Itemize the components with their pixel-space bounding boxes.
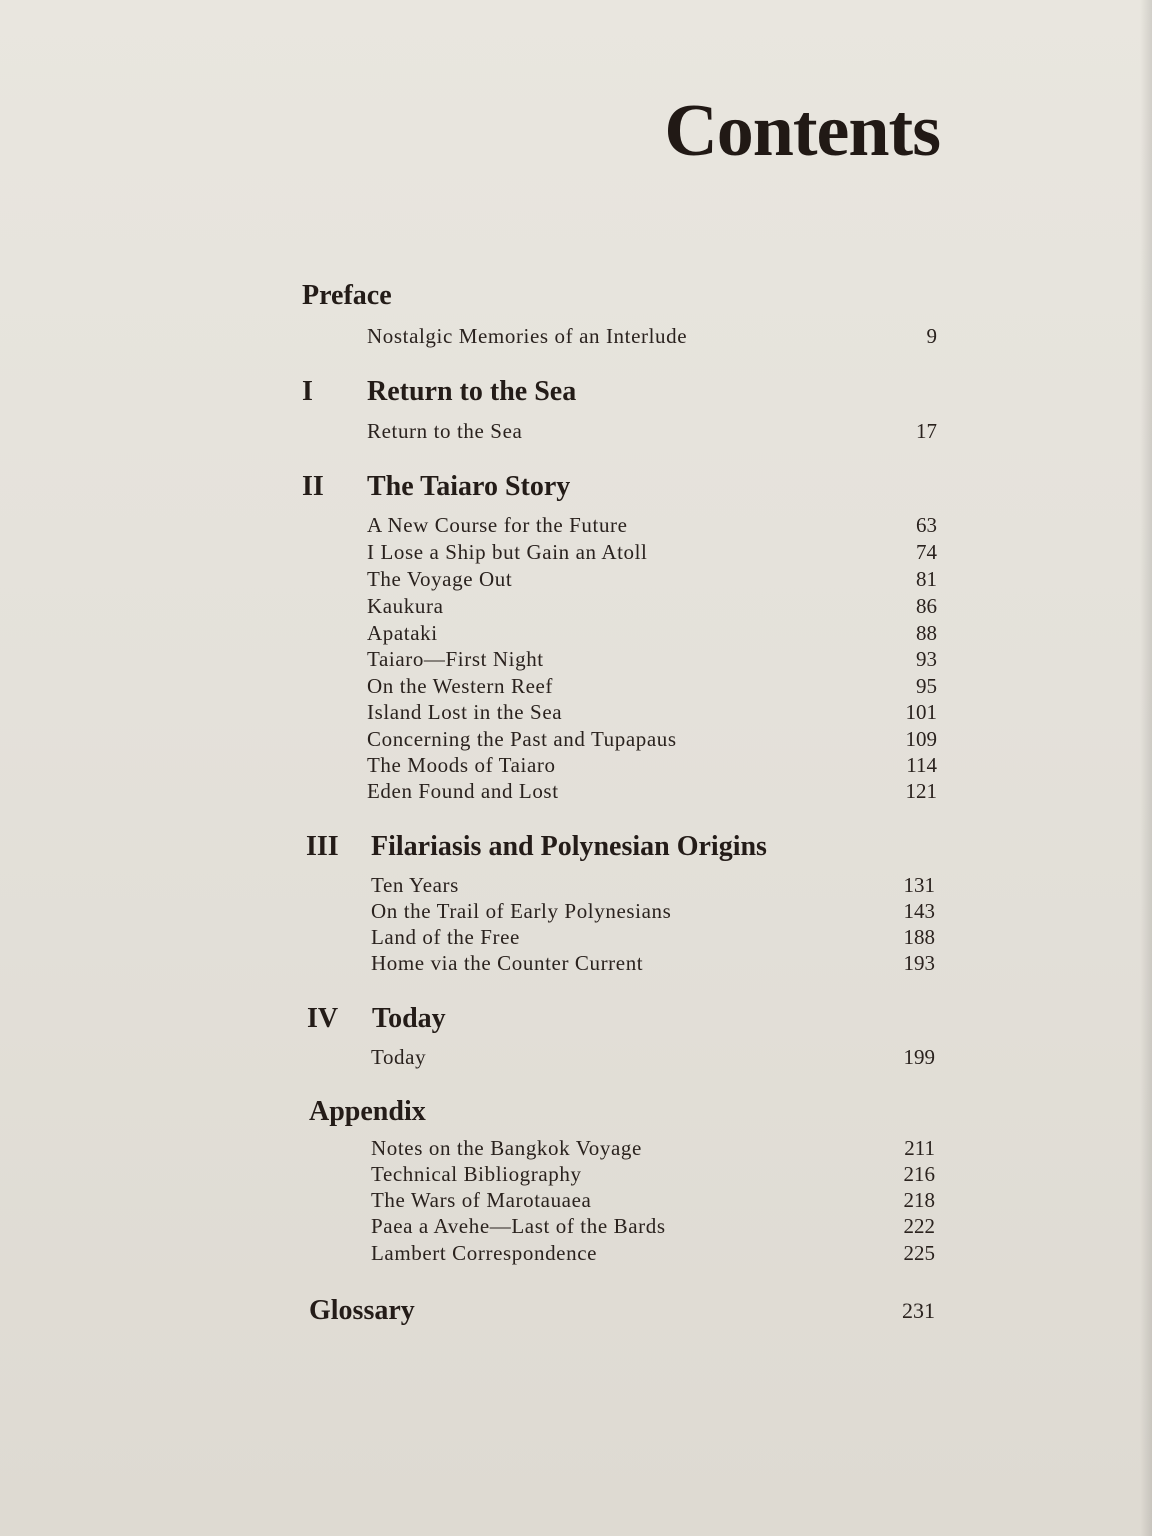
section-title: Glossary bbox=[309, 1295, 415, 1326]
entry-page-number: 222 bbox=[903, 1214, 935, 1238]
entry-title: A New Course for the Future bbox=[367, 513, 628, 537]
entry-page-number: 63 bbox=[916, 513, 937, 537]
entry-title: On the Trail of Early Polynesians bbox=[371, 899, 672, 923]
toc-entry bbox=[371, 1240, 935, 1266]
section-heading-glossary bbox=[309, 1294, 935, 1328]
section-title: Preface bbox=[302, 280, 392, 311]
entry-page-number: 17 bbox=[916, 419, 937, 443]
toc-entry bbox=[367, 323, 937, 349]
toc-entry bbox=[367, 673, 937, 699]
page-edge-shadow bbox=[1140, 0, 1152, 1536]
toc-entry bbox=[367, 778, 937, 804]
toc-entry bbox=[371, 1161, 935, 1187]
entry-page-number: 93 bbox=[916, 647, 937, 671]
entry-title: Paea a Avehe—Last of the Bards bbox=[371, 1214, 666, 1238]
entry-title: I Lose a Ship but Gain an Atoll bbox=[367, 540, 648, 564]
section-heading-part-3 bbox=[306, 830, 946, 864]
section-title: Today bbox=[372, 1003, 446, 1034]
section-heading-preface bbox=[302, 279, 942, 313]
section-numeral: II bbox=[302, 471, 324, 502]
toc-entry bbox=[367, 646, 937, 672]
entry-title: Eden Found and Lost bbox=[367, 779, 559, 803]
entry-page-number: 81 bbox=[916, 567, 937, 591]
toc-entry bbox=[367, 566, 937, 592]
toc-entry bbox=[367, 418, 937, 444]
entry-title: Nostalgic Memories of an Interlude bbox=[367, 324, 688, 348]
entry-title: Technical Bibliography bbox=[371, 1162, 582, 1186]
toc-entry bbox=[371, 924, 935, 950]
entry-title: Today bbox=[371, 1045, 427, 1069]
entry-title: Taiaro—First Night bbox=[367, 647, 544, 671]
section-title: Filariasis and Polynesian Origins bbox=[371, 831, 767, 862]
entry-page-number: 218 bbox=[903, 1188, 935, 1212]
entry-title: The Moods of Taiaro bbox=[367, 753, 556, 777]
entry-page-number: 199 bbox=[903, 1045, 935, 1069]
entry-title: On the Western Reef bbox=[367, 674, 554, 698]
entry-page-number: 131 bbox=[903, 873, 935, 897]
entry-title: Lambert Correspondence bbox=[371, 1241, 598, 1265]
section-title: Return to the Sea bbox=[367, 376, 577, 407]
toc-entry bbox=[371, 1187, 935, 1213]
entry-title: Ten Years bbox=[371, 873, 459, 897]
toc-entry bbox=[367, 699, 937, 725]
entry-page-number: 86 bbox=[916, 594, 937, 618]
entry-page-number: 188 bbox=[903, 925, 935, 949]
toc-entry bbox=[367, 539, 937, 565]
toc-entry bbox=[371, 1135, 935, 1161]
entry-title: Return to the Sea bbox=[367, 419, 523, 443]
section-numeral: I bbox=[302, 376, 313, 407]
entry-title: Land of the Free bbox=[371, 925, 520, 949]
toc-entry bbox=[367, 593, 937, 619]
toc-entry bbox=[371, 1213, 935, 1239]
toc-entry bbox=[371, 872, 935, 898]
entry-page-number: 109 bbox=[905, 727, 937, 751]
entry-page-number: 211 bbox=[904, 1136, 935, 1160]
toc-entry bbox=[371, 898, 935, 924]
entry-page-number: 216 bbox=[903, 1162, 935, 1186]
toc-entry bbox=[367, 512, 937, 538]
entry-page-number: 193 bbox=[903, 951, 935, 975]
entry-page-number: 74 bbox=[916, 540, 937, 564]
entry-page-number: 114 bbox=[906, 753, 937, 777]
toc-entry bbox=[367, 752, 937, 778]
section-heading-part-2 bbox=[302, 470, 942, 504]
section-title: Appendix bbox=[309, 1096, 426, 1127]
entry-title: Apataki bbox=[367, 621, 438, 645]
section-heading-appendix bbox=[309, 1095, 949, 1129]
toc-entry bbox=[371, 950, 935, 976]
entry-page-number: 88 bbox=[916, 621, 937, 645]
entry-page-number: 143 bbox=[903, 899, 935, 923]
entry-title: Island Lost in the Sea bbox=[367, 700, 563, 724]
entry-page-number: 9 bbox=[926, 324, 937, 348]
entry-title: The Voyage Out bbox=[367, 567, 513, 591]
entry-page-number: 95 bbox=[916, 674, 937, 698]
entry-title: Kaukura bbox=[367, 594, 444, 618]
entry-page-number: 121 bbox=[905, 779, 937, 803]
entry-page-number: 101 bbox=[905, 700, 937, 724]
toc-entry bbox=[367, 726, 937, 752]
section-numeral: III bbox=[306, 831, 339, 862]
section-numeral: IV bbox=[307, 1003, 339, 1034]
section-title: The Taiaro Story bbox=[367, 471, 571, 502]
entry-title: Concerning the Past and Tupapaus bbox=[367, 727, 677, 751]
toc-entry bbox=[367, 620, 937, 646]
section-heading-part-4 bbox=[307, 1002, 947, 1036]
toc-entry bbox=[371, 1044, 935, 1070]
entry-page-number: 231 bbox=[902, 1298, 935, 1323]
entry-title: Notes on the Bangkok Voyage bbox=[371, 1136, 642, 1160]
section-heading-part-1 bbox=[302, 375, 942, 409]
page-title: Contents bbox=[664, 90, 940, 172]
entry-page-number: 225 bbox=[903, 1241, 935, 1265]
entry-title: Home via the Counter Current bbox=[371, 951, 644, 975]
entry-title: The Wars of Marotauaea bbox=[371, 1188, 592, 1212]
